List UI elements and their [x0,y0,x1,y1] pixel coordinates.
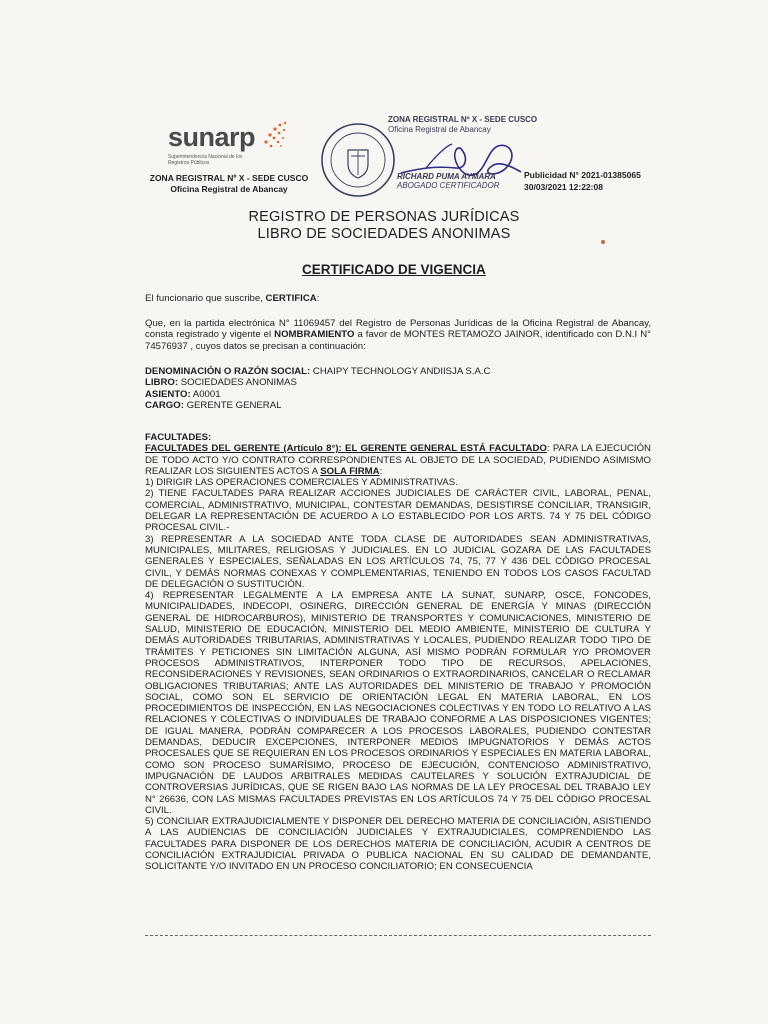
sunarp-logo [168,120,288,170]
asiento-value: A0001 [190,388,221,400]
footer-divider [145,935,651,936]
intro-colon: : [316,293,320,304]
logo-dots-icon [260,120,288,150]
logo-subtitle: Superintendencia Nacional de los Registros Públicos [168,154,243,166]
registro-title: REGISTRO DE PERSONAS JURÍDICAS [248,209,520,225]
facultades-label: FACULTADES: [145,432,212,443]
facultades-heading: FACULTADES DEL GERENTE (Artículo 8°): EL GERENTE GENERAL ESTÁ FACULTADO [145,443,547,455]
facultades-intro [145,443,651,477]
signer-role: ABOGADO CERTIFICADOR [397,181,500,190]
oficina-registral: Oficina Registral de Abancay [170,184,288,194]
facultades-section [145,432,651,873]
certificate-title: CERTIFICADO DE VIGENCIA [302,262,486,277]
signer-name: RICHARD PUMA AYMARA [397,172,496,181]
facultad-item-1: 1) DIRIGIR LAS OPERACIONES COMERCIALES Y ADMINISTRATIVAS. [145,477,458,489]
que-paragraph [145,318,651,352]
facultades-colon: : [379,465,383,477]
libro-title: LIBRO DE SOCIEDADES ANONIMAS [257,226,511,242]
publicidad-block [524,169,641,193]
cargo-row [145,400,651,411]
facultad-item-2: 2) TIENE FACULTADES PARA REALIZAR ACCIONES JUDICIALES DE CARÁCTER CIVIL, LABORAL, PENAL, COMERCIAL, ADMINISTRATIVO, MUNICIPAL, CONTESTAR DEMANDAS, DESISTIRSE CONCILIAR, TRANSIGIR, DELEGAR LA REPRESENTACIÓN DE ACUERDO A LO ESTABLECIDO POR LOS ARTS. 74 Y 75 DEL CÓDIGO PROCESAL CIVIL.- [145,488,651,534]
stamp-zona: ZONA REGISTRAL Nº X - SEDE CUSCO [388,115,538,124]
facultad-item-3: 3) REPRESENTAR A LA SOCIEDAD ANTE TODA CLASE DE AUTORIDADES SEAN ADMINISTRATIVAS, MUNICIPALES, MILITARES, RELIGIOSAS Y JUDICIALES. EN LO JUDICIAL GOZARA DE LAS FACULTADES GENERALES Y ESPECIALES, SEÑALADAS EN LOS ARTÍCULOS 74, 75, 77 Y 436 DEL CÓDIGO PROCESAL CIVIL, Y DEMÁS NORMAS CONEXAS Y COMPLEMENTARIAS, TENIENDO EN TODOS LOS CASOS FACULTAD DE DELEGACIÓN O SUSTITUCIÓN. [145,533,651,590]
stamp-signer [397,172,537,190]
denominacion-row [145,366,651,377]
que-text-c: a favor de MONTES RETAMOZO JAINOR, identificado con D.N.I N° 74576937 , cuyos datos se precisan a continuación: [145,329,651,352]
facultad-item-4: 4) REPRESENTAR LEGALMENTE A LA EMPRESA ANTE LA SUNAT, SUNARP, OSCE, FONCODES, MUNICIPALIDADES, INDECOPI, OSINERG, DIRECCIÓN GENERAL DE ENERGÍA Y MINAS (DIRECCIÓN GENERAL DE HIDROCARBUROS), MINISTERIO DE TRANSPORTES Y COMUNICACIONES, MINISTERIO DE SALUD, MINISTERIO DE EDUCACIÓN, MINISTERIO DEL MEDIO AMBIENTE, MINISTERIO DE CULTURA Y DEMÁS AUTORIDADES TRIBUTARIAS, ADMINISTRATIVAS Y LOCALES, PUDIENDO REALIZAR TODO TIPO DE TRÁMITES Y PETICIONES SIN LIMITACIÓN ALGUNA, ASÍ MISMO PODRÁN FORMULAR Y/O PROMOVER PROCESOS ADMINISTRATIVOS, INTERPONER TODO TIPO DE RECURSOS, APELACIONES, RECONSIDERACIONES Y REVISIONES, SEAN ORDINARIOS O EXTRAORDINARIOS, CANCELAR O RECLAMAR OBLIGACIONES TRIBUTARIAS; ANTE LAS AUTORIDADES DEL MINISTERIO DE TRABAJO Y PROMOCIÓN SOCIAL, COMO SON EL SERVICIO DE ORIENTACIÓN LEGAL EN MATERIA LABORAL, EN LOS PROCEDIMIENTOS DE INSPECCIÓN, EN LAS NEGOCIACIONES COLECTIVAS Y EN TODO LO RELATIVO A LAS RELACIONES Y COLECTIVAS O INDIVIDUALES DE TRABAJO CONFORME A LAS DISPOSICIONES VIGENTES; DE IGUAL MANERA, PODRÁN COMPARECER A LOS PROCESOS LABORALES, PUDIENDO CONTESTAR DEMANDAS, DEDUCIR EXCEPCIONES, INTERPONER MEDIOS IMPUGNATORIOS Y DEMÁS ACTOS PROCESALES QUE SE REQUIERAN EN LOS PROCESOS ORDINARIOS Y ESPECIALES EN MATERIA LABORAL, COMO SON PROCESO SUMARÍSIMO, PROCESO DE EJECUCIÓN, CONTENCIOSO ADMINISTRATIVO, IMPUGNACIÓN DE LAUDOS ARBITRALES MEDIDAS CAUTELARES Y SOLUCIÓN EXTRAJUDICIAL DE CONTROVERSIAS JURÍDICAS, QUE SE RIGEN BAJO LAS NORMAS DE LA LEY PROCESAL DEL TRABAJO LEY N° 26636, CON LAS MISMAS FACULTADES PREVISTAS EN LOS ARTÍCULOS 74 Y 75 DEL CÓDIGO PROCESAL CIVIL. [145,590,651,816]
publicidad-number: Publicidad N° 2021-01385065 [524,170,641,180]
facultad-item-5: 5) CONCILIAR EXTRAJUDICIALMENTE Y DISPONER DEL DERECHO MATERIA DE CONCILIACIÓN, ASISTIENDO A LAS AUDIENCIAS DE CONCILIACIÓN JUDICIALES Y EXTRAJUDICIALES, COMPRENDIENDO LAS FACULTADES PARA DISPONER DE LOS DERECHOS MATERIA DE CONCILIACIÓN, ACUDIR A CENTROS DE CONCILIACIÓN EXTRAJUDICIAL PRIVADA O PUBLICA NACIONAL EN SU CALIDAD DE DEMANDANTE, SOLICITANTE Y/O INVITADO EN UN PROCESO CONCILIATORIO; EN CONSECUENCIA [145,816,651,873]
zona-registral-title: ZONA REGISTRAL Nº X - SEDE CUSCO [149,173,309,183]
nombramiento-word: NOMBRAMIENTO [274,329,355,341]
cargo-label: CARGO: [145,399,184,411]
certifica-word: CERTIFICA [265,293,317,304]
asiento-label: ASIENTO: [145,388,191,400]
publicidad-date: 30/03/2021 12:22:08 [524,182,603,192]
libro-label: LIBRO: [145,377,179,389]
cargo-value: GERENTE GENERAL [183,399,282,411]
ink-speck [601,240,605,244]
facultades-text: : PARA LA EJECUCIÓN DE TODO ACTO Y/O CONTRATO CORRESPONDIENTES AL OBJETO DE LA SOCIEDAD, PUDIENDO ASIMISMO REALIZAR LOS SIGUIENTES ACTOS A [145,443,651,477]
asiento-row [145,389,651,400]
company-details [145,366,651,411]
zona-registral-block [144,173,314,195]
intro-line [145,293,651,304]
sola-firma: SOLA FIRMA [320,465,380,477]
denominacion-label: DENOMINACIÓN O RAZÓN SOCIAL: [145,366,311,377]
official-seal-icon [318,120,398,200]
libro-value: SOCIEDADES ANONIMAS [178,377,297,389]
stamp-oficina: Oficina Registral de Abancay [388,125,491,134]
denominacion-value: CHAIPY TECHNOLOGY ANDIISJA S.A.C [310,366,491,377]
logo-wordmark: sunarp [168,122,256,152]
libro-row [145,377,651,388]
registral-stamp [388,115,538,135]
intro-text: El funcionario que suscribe, [145,293,266,304]
que-text-a: Que, en la partida electrónica N° 11069457 del Registro de Personas Jurídicas de la Oficina Registral de Abancay, consta registrado y vigente el [145,318,651,341]
